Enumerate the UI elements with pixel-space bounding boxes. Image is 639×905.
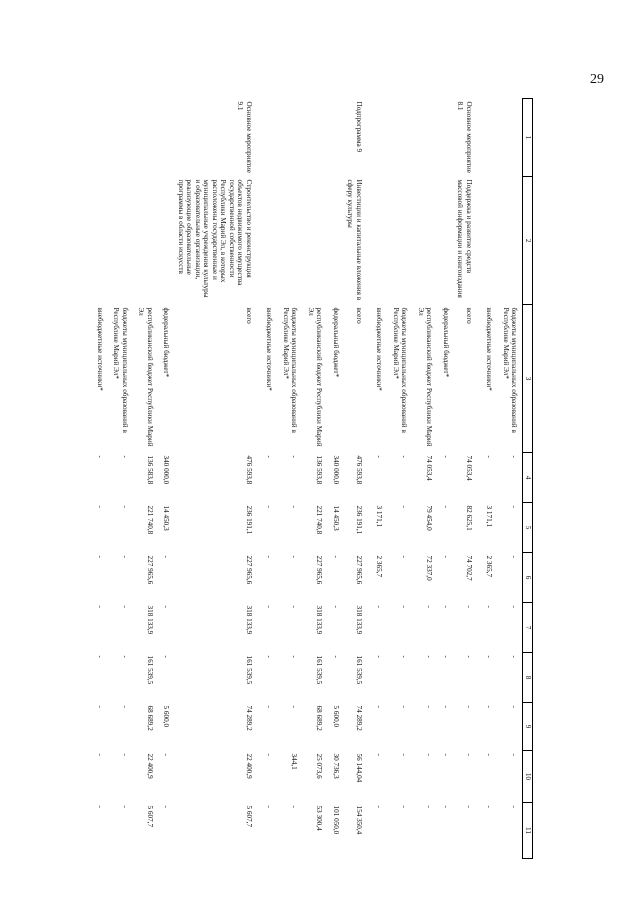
value-cell: - xyxy=(425,805,434,808)
table-row xyxy=(371,99,387,859)
program-code-cell xyxy=(481,99,497,177)
value-cell: 340 000,0 xyxy=(331,455,340,485)
column-number: 11 xyxy=(523,803,533,859)
value-cell: 5 607,7 xyxy=(244,805,253,828)
value-cell: 344,1 xyxy=(290,753,299,770)
program-name-cell xyxy=(277,177,302,305)
table-row xyxy=(133,99,158,859)
column-number: 5 xyxy=(523,503,533,553)
program-code-cell xyxy=(108,99,133,177)
table-row xyxy=(108,99,133,859)
program-code-cell xyxy=(133,99,158,177)
value-cell: - xyxy=(290,505,299,508)
program-name-cell: Поддержка и развитие средств массовой информации и книгоиздания xyxy=(456,179,473,298)
value-cell: 68 689,2 xyxy=(315,705,324,731)
value-cell: 56 144,04 xyxy=(354,753,363,783)
table-row xyxy=(327,99,343,859)
value-cell: - xyxy=(290,555,299,558)
program-code-cell xyxy=(92,99,108,177)
program-name-cell xyxy=(261,177,277,305)
value-cell: 318 133,9 xyxy=(145,605,154,635)
value-cell: - xyxy=(265,655,274,658)
value-cell: 82 625,1 xyxy=(464,505,473,531)
value-cell: - xyxy=(510,555,518,558)
value-cell: - xyxy=(290,805,299,808)
program-name-cell xyxy=(481,177,497,305)
funding-source-cell: республиканский бюджет Республики Марий Эл xyxy=(137,307,154,447)
table-row xyxy=(261,99,277,859)
program-code-cell xyxy=(277,99,302,177)
funding-source-cell: федеральный бюджет* xyxy=(331,307,340,378)
value-cell: 227 965,6 xyxy=(145,555,154,585)
program-code-cell xyxy=(412,99,437,177)
value-cell: - xyxy=(120,705,129,708)
value-cell: - xyxy=(290,455,299,458)
value-cell: - xyxy=(265,455,274,458)
program-code-cell xyxy=(387,99,412,177)
value-cell: - xyxy=(162,655,171,658)
value-cell: 25 073,6 xyxy=(315,753,324,779)
value-cell: - xyxy=(464,753,473,756)
value-cell: - xyxy=(400,805,409,808)
value-cell: - xyxy=(441,655,450,658)
value-cell: - xyxy=(120,505,129,508)
value-cell: - xyxy=(96,605,105,608)
funding-source-cell: бюджеты муниципальных образований в Республике Марий Эл* xyxy=(391,307,409,433)
table-row xyxy=(454,99,481,859)
value-cell: - xyxy=(162,605,171,608)
value-cell: - xyxy=(265,555,274,558)
value-cell: - xyxy=(375,455,384,458)
value-cell: - xyxy=(510,705,518,708)
program-name-cell xyxy=(108,177,133,305)
column-number: 1 xyxy=(523,99,533,177)
funding-source-cell: внебюджетные источники* xyxy=(265,307,274,391)
value-cell: - xyxy=(96,555,105,558)
value-cell: - xyxy=(120,555,129,558)
value-cell: 476 593,8 xyxy=(354,455,363,485)
value-cell: - xyxy=(400,655,409,658)
column-number: 10 xyxy=(523,751,533,803)
rotated-page xyxy=(96,98,533,858)
value-cell: - xyxy=(400,605,409,608)
table-row xyxy=(437,99,453,859)
value-cell: - xyxy=(425,605,434,608)
value-cell: - xyxy=(441,455,450,458)
value-cell: - xyxy=(441,605,450,608)
program-name-cell xyxy=(387,177,412,305)
table-row xyxy=(174,99,260,859)
value-cell: 136 593,8 xyxy=(315,455,324,485)
value-cell: 68 689,2 xyxy=(145,705,154,731)
table-row xyxy=(497,99,522,859)
funding-source-cell: всего xyxy=(464,307,473,324)
value-cell: - xyxy=(120,753,129,756)
value-cell: 79 454,0 xyxy=(425,505,434,531)
value-cell: - xyxy=(510,455,518,458)
program-name-cell: Строительство и реконструкция объектов недвижимого имущества государственной собственности Республики Марий Эл, в которых расположены государственные и муниципальные учреждения культуры и образовательные организации, реализующие образовательные программы в области искусств xyxy=(176,179,253,298)
value-cell: 22 400,9 xyxy=(244,753,253,779)
table-row xyxy=(158,99,174,859)
value-cell: 227 965,6 xyxy=(354,555,363,585)
program-code-cell: Основное мероприятие 8.1 xyxy=(456,101,473,173)
value-cell: - xyxy=(400,753,409,756)
program-name-cell: Инвестиции и капитальные вложения в сферу культуры xyxy=(346,179,363,301)
program-name-cell xyxy=(371,177,387,305)
value-cell: - xyxy=(265,805,274,808)
funding-source-cell: внебюджетные источники* xyxy=(485,307,494,391)
value-cell: 161 539,5 xyxy=(354,655,363,685)
value-cell: - xyxy=(441,705,450,708)
value-cell: 2 365,7 xyxy=(375,555,384,578)
value-cell: - xyxy=(96,655,105,658)
value-cell: 5 600,0 xyxy=(331,705,340,728)
program-code-cell xyxy=(497,99,522,177)
value-cell: 5 600,0 xyxy=(162,705,171,728)
value-cell: - xyxy=(96,705,105,708)
value-cell: - xyxy=(96,455,105,458)
table-row xyxy=(344,99,371,859)
funding-source-cell: бюджеты муниципальных образований в Республике Марий Эл* xyxy=(501,307,518,433)
value-cell: - xyxy=(162,555,171,558)
value-cell: - xyxy=(96,753,105,756)
value-cell: 318 133,9 xyxy=(244,605,253,635)
program-name-cell xyxy=(133,177,158,305)
value-cell: 30 736,3 xyxy=(331,753,340,779)
value-cell: - xyxy=(120,455,129,458)
value-cell: 136 583,8 xyxy=(145,455,154,485)
value-cell: 5 607,7 xyxy=(145,805,154,828)
value-cell: 74 289,2 xyxy=(354,705,363,731)
budget-table-container xyxy=(96,98,533,858)
program-name-cell xyxy=(302,177,327,305)
value-cell: - xyxy=(400,505,409,508)
program-code-cell xyxy=(437,99,453,177)
value-cell: - xyxy=(510,805,518,808)
table-row xyxy=(92,99,108,859)
value-cell: - xyxy=(162,805,171,808)
value-cell: 154 350,4 xyxy=(354,805,363,835)
value-cell: - xyxy=(425,753,434,756)
value-cell: - xyxy=(400,705,409,708)
value-cell: 101 050,0 xyxy=(331,805,340,835)
program-name-cell xyxy=(158,177,174,305)
funding-source-cell: внебюджетные источники* xyxy=(375,307,384,391)
value-cell: - xyxy=(375,805,384,808)
value-cell: - xyxy=(485,455,494,458)
value-cell: 2 365,7 xyxy=(485,555,494,578)
value-cell: - xyxy=(120,805,129,808)
value-cell: 74 289,2 xyxy=(244,705,253,731)
value-cell: 221 740,8 xyxy=(315,505,324,535)
value-cell: - xyxy=(96,805,105,808)
program-code-cell xyxy=(302,99,327,177)
value-cell: 14 450,3 xyxy=(162,505,171,531)
value-cell: - xyxy=(485,705,494,708)
value-cell: - xyxy=(464,705,473,708)
program-name-cell xyxy=(412,177,437,305)
value-cell: - xyxy=(96,505,105,508)
value-cell: - xyxy=(464,655,473,658)
value-cell: - xyxy=(510,605,518,608)
value-cell: - xyxy=(265,753,274,756)
column-number: 9 xyxy=(523,703,533,751)
value-cell: 3 171,1 xyxy=(485,505,494,528)
funding-source-cell: республиканский бюджет Республики Марий Эл xyxy=(416,307,434,447)
table-body xyxy=(92,99,523,859)
value-cell: 227 965,6 xyxy=(244,555,253,585)
value-cell: - xyxy=(485,753,494,756)
funding-source-cell: федеральный бюджет* xyxy=(162,307,171,378)
budget-table xyxy=(92,98,533,859)
value-cell: 72 337,0 xyxy=(425,555,434,581)
value-cell: 236 191,1 xyxy=(244,505,253,535)
value-cell: 74 053,4 xyxy=(425,455,434,481)
funding-source-cell: республиканский бюджет Республики Марий Эл xyxy=(306,307,324,447)
column-number: 4 xyxy=(523,453,533,503)
table-row xyxy=(481,99,497,859)
value-cell: - xyxy=(400,555,409,558)
value-cell: - xyxy=(120,605,129,608)
funding-source-cell: федеральный бюджет* xyxy=(441,307,450,378)
program-code-cell: Подпрограмма 9 xyxy=(354,101,363,153)
value-cell: - xyxy=(331,655,340,658)
column-number: 2 xyxy=(523,177,533,305)
value-cell: 227 965,6 xyxy=(315,555,324,585)
value-cell: - xyxy=(510,753,518,756)
column-number: 7 xyxy=(523,603,533,653)
value-cell: - xyxy=(290,655,299,658)
value-cell: - xyxy=(290,605,299,608)
value-cell: 161 539,5 xyxy=(315,655,324,685)
value-cell: 161 539,5 xyxy=(244,655,253,685)
funding-source-cell: бюджеты муниципальных образований в Республике Марий Эл* xyxy=(112,307,129,433)
value-cell: - xyxy=(120,655,129,658)
program-code-cell xyxy=(371,99,387,177)
value-cell: 14 450,3 xyxy=(331,505,340,531)
value-cell: - xyxy=(400,455,409,458)
value-cell: - xyxy=(265,505,274,508)
value-cell: 318 133,9 xyxy=(354,605,363,635)
value-cell: - xyxy=(375,705,384,708)
funding-source-cell: бюджеты муниципальных образований в Республике Марий Эл* xyxy=(281,307,299,433)
value-cell: 221 740,8 xyxy=(145,505,154,535)
value-cell: - xyxy=(510,655,518,658)
value-cell: - xyxy=(441,753,450,756)
value-cell: 74 053,4 xyxy=(464,455,473,481)
value-cell: - xyxy=(485,655,494,658)
value-cell: - xyxy=(464,605,473,608)
value-cell: - xyxy=(375,605,384,608)
program-name-cell xyxy=(327,177,343,305)
value-cell: - xyxy=(162,753,171,756)
value-cell: 74 702,7 xyxy=(464,555,473,581)
table-row xyxy=(277,99,302,859)
column-number-row xyxy=(523,99,533,859)
funding-source-cell: всего xyxy=(244,307,253,324)
value-cell: 476 593,8 xyxy=(244,455,253,485)
program-name-cell xyxy=(437,177,453,305)
value-cell: - xyxy=(510,505,518,508)
funding-source-cell: всего xyxy=(354,307,363,324)
funding-source-cell: внебюджетные источники* xyxy=(96,307,105,391)
value-cell: 3 171,1 xyxy=(375,505,384,528)
table-row xyxy=(387,99,412,859)
value-cell: 22 400,9 xyxy=(145,753,154,779)
value-cell: 340 000,0 xyxy=(162,455,171,485)
program-code-cell xyxy=(261,99,277,177)
program-name-cell xyxy=(92,177,108,305)
value-cell: - xyxy=(441,505,450,508)
value-cell: - xyxy=(425,655,434,658)
value-cell: 318 133,9 xyxy=(315,605,324,635)
column-number: 3 xyxy=(523,305,533,453)
value-cell: - xyxy=(265,705,274,708)
column-number: 8 xyxy=(523,653,533,703)
value-cell: - xyxy=(375,753,384,756)
value-cell: - xyxy=(485,805,494,808)
value-cell: - xyxy=(265,605,274,608)
value-cell: - xyxy=(331,605,340,608)
program-name-cell xyxy=(497,177,522,305)
value-cell: - xyxy=(425,705,434,708)
value-cell: - xyxy=(441,555,450,558)
value-cell: - xyxy=(441,805,450,808)
value-cell: - xyxy=(485,605,494,608)
value-cell: 53 300,4 xyxy=(315,805,324,831)
program-code-cell xyxy=(158,99,174,177)
value-cell: 161 539,5 xyxy=(145,655,154,685)
program-code-cell xyxy=(327,99,343,177)
table-row xyxy=(302,99,327,859)
column-number: 6 xyxy=(523,553,533,603)
value-cell: - xyxy=(331,555,340,558)
value-cell: - xyxy=(375,655,384,658)
page-number: 29 xyxy=(590,72,604,87)
value-cell: 236 191,1 xyxy=(354,505,363,535)
value-cell: - xyxy=(464,805,473,808)
table-row xyxy=(412,99,437,859)
value-cell: - xyxy=(290,705,299,708)
program-code-cell: Основное мероприятие 9.1 xyxy=(236,101,253,173)
